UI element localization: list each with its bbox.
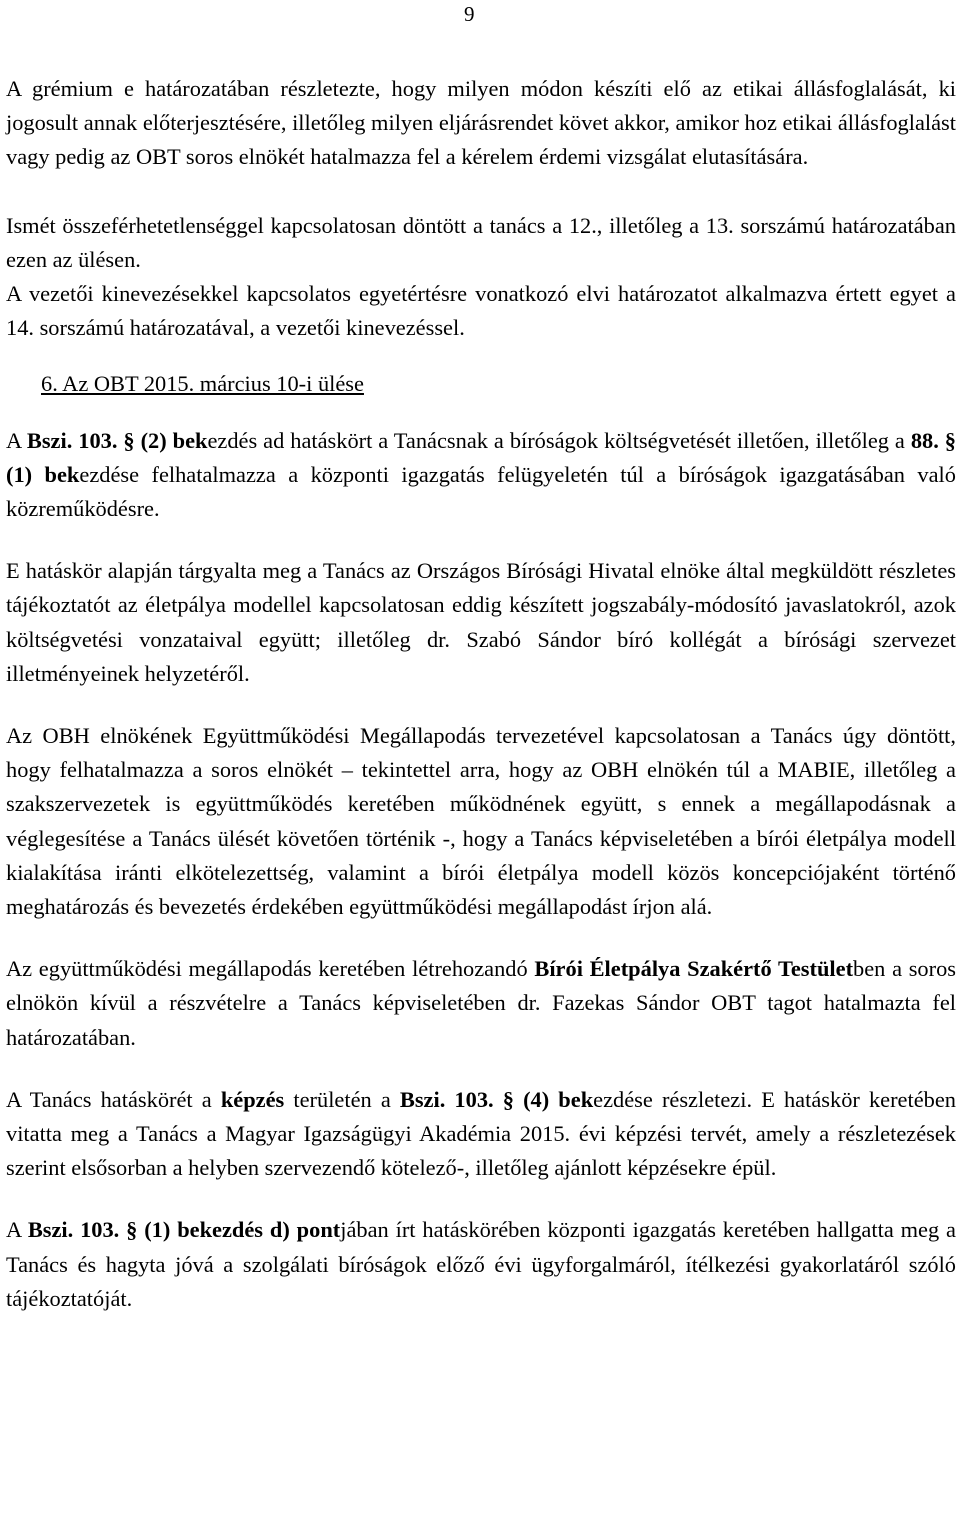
text-run: területén a (284, 1086, 400, 1112)
paragraph-kepzes (6, 1083, 956, 1186)
page-number: 9 (464, 2, 475, 26)
paragraph-egyuttmukodesi-megallapodas: Az OBH elnökének Együttműködési Megállapodás tervezetével kapcsolatosan a Tanács úgy döntött, hogy felhatalmazza a soros elnökét – tekintettel arra, hogy az OBH elnökén túl a MABIE, illetőleg a szakszervezetek is együttműködés keretében működnének együtt, s ennek a megállapodásnak a véglegesítése a Tanács ülését követően történik -, hogy a Tanács képviseletében a bírói életpálya modell kialakítása iránti elkötelezettség, valamint a bírói életpálya modell közös koncepciójaként történő meghatározás és bevezetés érdekében együttműködési megállapodást írjon alá. (6, 723, 956, 920)
text-run: A (6, 1217, 28, 1243)
bold-reference: Bszi. 103. § (1) bekezdés d) pont (27, 1217, 341, 1243)
paragraph-szolgalati-birosagok (6, 1213, 956, 1316)
bold-reference: Bszi. 103. § (2) bek (26, 427, 208, 453)
text-run: ben a soros elnökön kívül a részvételre a Tanács képviseletében dr. Fazekas Sándor OBT tagot hatalmazta fel határozatában. (6, 956, 956, 1050)
document-body (6, 72, 956, 1316)
paragraph-vezetoi-kinevezes: A vezetői kinevezésekkel kapcsolatos egyetértésre vonatkozó elvi határozatot alkalmazva értett egyet a 14. sorszámú határozatával, a vezetői kinevezéssel. (6, 281, 956, 341)
text-run: Az együttműködési megállapodás keretében létrehozandó (6, 956, 535, 982)
paragraph-szakerto-testulet (6, 952, 956, 1055)
section-heading: 6. Az OBT 2015. március 10-i ülése (41, 371, 364, 397)
text-run: ezdés ad hatáskört a Tanácsnak a bíróságok költségvetését illetően, illetőleg a (207, 427, 911, 453)
bold-reference: 88. § (1) bek (6, 427, 956, 487)
paragraph-eletpalya-tajekoztato: E hatáskör alapján tárgyalta meg a Tanács az Országos Bírósági Hivatal elnöke által megküldött részletes tájékoztatót az életpálya modellel kapcsolatosan eddig készített jogszabály-módosító javaslatokról, azok költségvetési vonzataival együtt; illetőleg dr. Szabó Sándor bíró kollégát a bírósági szervezet illetményeinek helyzetéről. (6, 558, 956, 686)
paragraph-bszi-103-2 (6, 424, 956, 527)
bold-reference: Bszi. 103. § (4) bek (399, 1086, 594, 1112)
text-run: ezdése felhatalmazza a központi igazgatás felügyeletén túl a bíróságok igazgatásában való közreműködésre. (6, 461, 956, 522)
bold-term: képzés (220, 1086, 285, 1112)
bold-term: Bírói Életpálya Szakértő Testület (534, 956, 854, 982)
text-run: A Tanács hatáskörét a (6, 1086, 221, 1112)
paragraph-etikai-allasfoglalas: A grémium e határozatában részletezte, hogy milyen módon készíti elő az etikai állásfoglalását, ki jogosult annak előterjesztésére, illetőleg milyen eljárásrendet követ akkor, amikor hoz etikai állásfoglalást vagy pedig az OBT soros elnökét hatalmazza fel a kérelem érdemi vizsgálat elutasítására. (6, 76, 956, 170)
text-run: jában írt hatáskörében központi igazgatás keretében hallgatta meg a Tanács és hagyta jóvá a szolgálati bíróságok előző évi ügyforgalmáról, ítélkezési gyakorlatáról szóló tájékoztatóját. (6, 1217, 956, 1311)
text-run: A (6, 427, 27, 453)
paragraph-osszeferhetetlenseg: Ismét összeférhetetlenséggel kapcsolatosan döntött a tanács a 12., illetőleg a 13. sorszámú határozatában ezen az ülésen. (6, 212, 956, 272)
text-run: ezdése részletezi. E hatáskör keretében vitatta meg a Tanács a Magyar Igazságügyi Akadémia 2015. évi képzési tervét, amely a részletezések szerint elsősorban a helyben szervezendő kötelező-, illetőleg ajánlott képzésekre épül. (6, 1086, 956, 1181)
